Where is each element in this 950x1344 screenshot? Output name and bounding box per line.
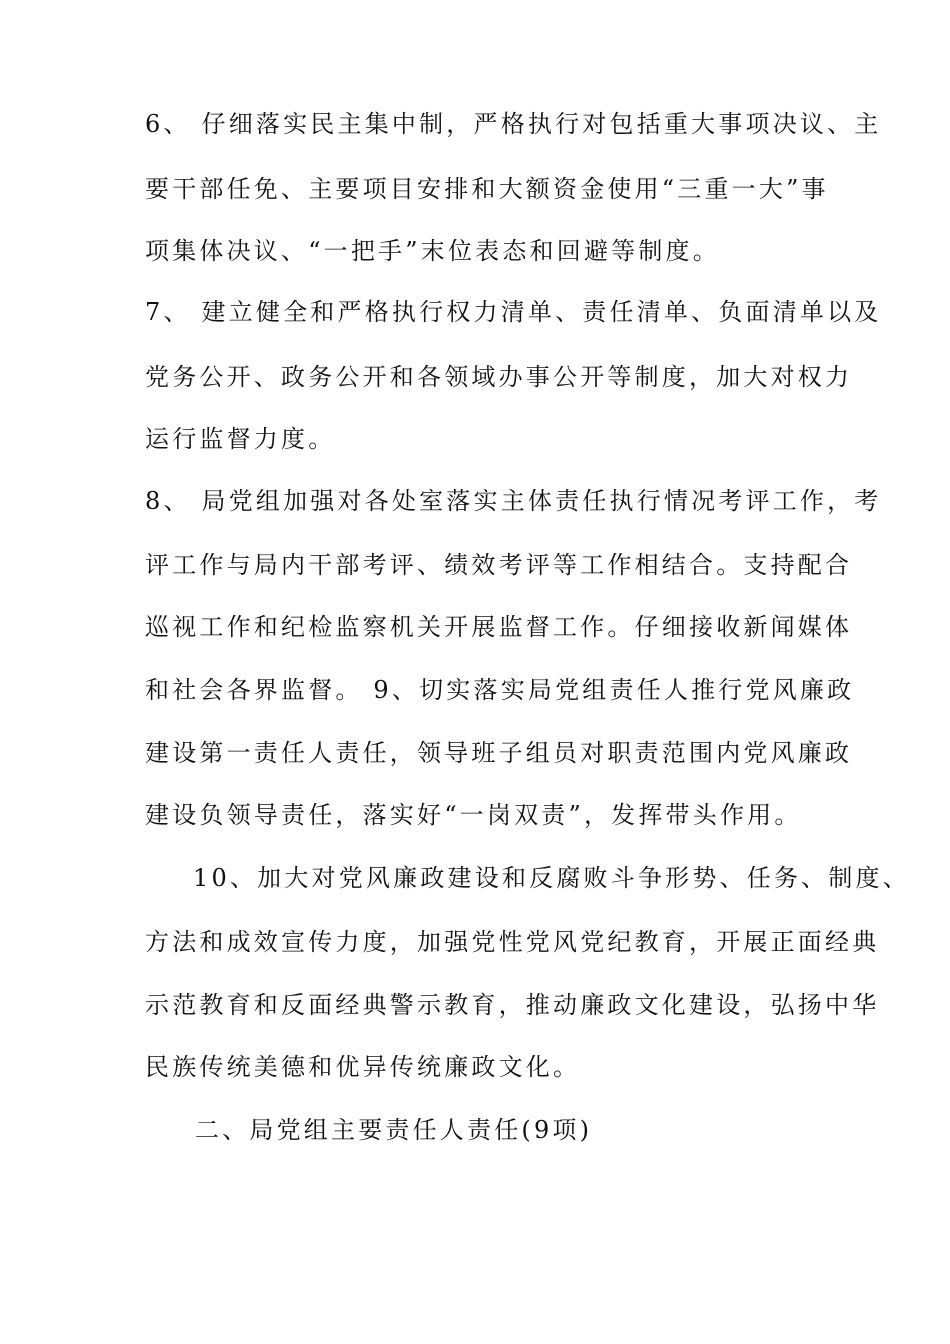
item-8-line-3: 巡视工作和纪检监察机关开展监督工作。仔细接收新闻媒体 — [145, 613, 853, 641]
item-8-9-line-4: 和社会各界监督。 9、切实落实局党组责任人推行党风廉政 — [145, 676, 855, 704]
item-9-line-2: 建设第一责任人责任，领导班子组员对职责范围内党风廉政 — [145, 739, 853, 767]
item-6-line-1: 6、 仔细落实民主集中制，严格执行对包括重大事项决议、主 — [145, 110, 882, 138]
item-10-line-4: 民族传统美德和优异传统廉政文化。 — [145, 1053, 581, 1081]
item-9-line-3: 建设负领导责任，落实好“一岗双责”，发挥带头作用。 — [145, 801, 802, 829]
item-10-line-1: 10、加大对党风廉政建设和反腐败斗争形势、任务、制度、 — [193, 864, 910, 892]
item-8-line-2: 评工作与局内干部考评、绩效考评等工作相结合。支持配合 — [145, 551, 853, 579]
item-7-line-1: 7、 建立健全和严格执行权力清单、责任清单、负面清单以及 — [145, 298, 882, 326]
item-8-line-1: 8、 局党组加强对各处室落实主体责任执行情况考评工作，考 — [145, 487, 882, 515]
item-6-line-3: 项集体决议、“一把手”末位表态和回避等制度。 — [145, 237, 720, 265]
item-6-line-2: 要干部任免、主要项目安排和大额资金使用“三重一大”事 — [145, 175, 829, 203]
section-heading: 二、局党组主要责任人责任(9项) — [195, 1116, 593, 1144]
item-7-line-3: 运行监督力度。 — [145, 425, 336, 453]
item-10-line-2: 方法和成效宣传力度，加强党性党风党纪教育，开展正面经典 — [145, 928, 880, 956]
item-7-line-2: 党务公开、政务公开和各领域办事公开等制度，加大对权力 — [145, 363, 853, 391]
item-10-line-3: 示范教育和反面经典警示教育，推动廉政文化建设，弘扬中华 — [145, 991, 880, 1019]
